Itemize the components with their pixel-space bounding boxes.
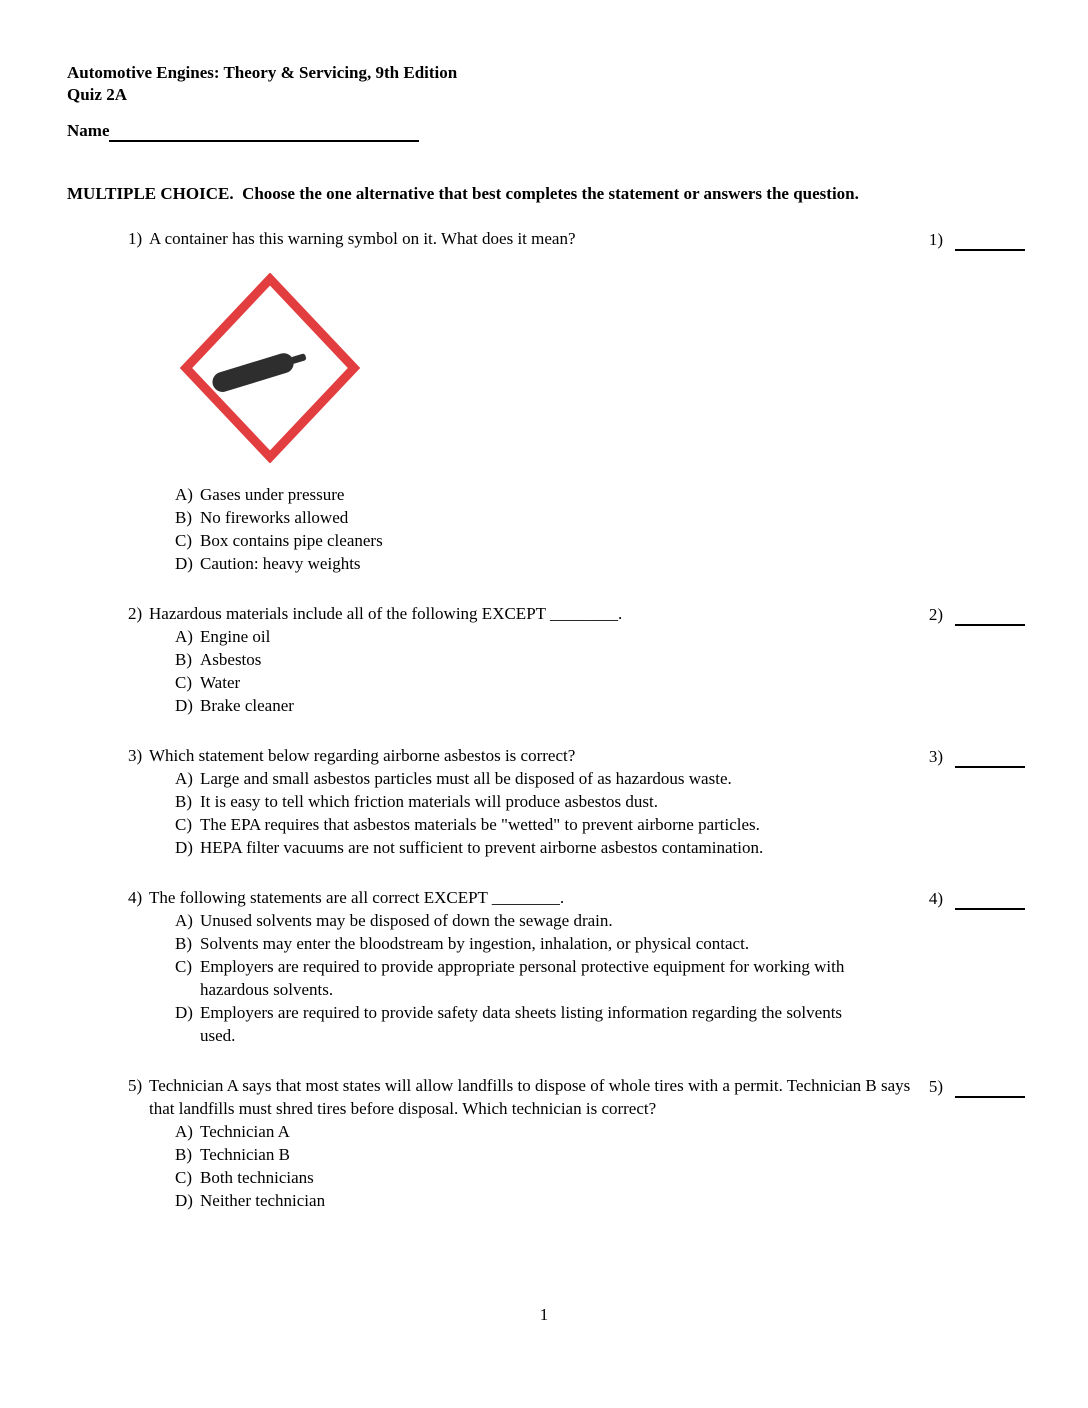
page-footer [0, 1303, 1088, 1326]
q4-option-d [175, 1001, 1025, 1047]
question-number: 4) [128, 888, 143, 907]
name-fill-line[interactable] [109, 121, 419, 142]
option-text: Water [200, 673, 241, 692]
option-label: D) [175, 696, 193, 715]
question-2-line [128, 602, 1025, 625]
question-5-options [175, 1120, 1025, 1212]
question-text: A container has this warning symbol on it. What does it mean? [149, 229, 576, 248]
name-label: Name [67, 121, 110, 140]
answer-fill-line[interactable] [955, 889, 1025, 910]
answer-number: 1) [928, 230, 943, 249]
option-text: Neither technician [200, 1191, 326, 1210]
option-text: Asbestos [200, 650, 262, 669]
q5-option-a [175, 1120, 1025, 1143]
question-3-line [128, 744, 1025, 767]
option-text: Box contains pipe cleaners [200, 531, 383, 550]
option-label: B) [175, 934, 192, 953]
option-text: Technician B [200, 1145, 290, 1164]
option-text: Technician A [200, 1122, 290, 1141]
question-number: 2) [128, 604, 143, 623]
q3-option-a [175, 767, 1025, 790]
question-2-options [175, 625, 1025, 717]
book-title: Automotive Engines: Theory & Servicing, 9th Edition [67, 63, 458, 82]
question-2 [128, 602, 1025, 717]
option-text: Gases under pressure [200, 485, 345, 504]
q2-option-b [175, 648, 1025, 671]
option-text: Both technicians [200, 1168, 314, 1187]
answer-number: 2) [928, 605, 943, 624]
document-header [67, 62, 457, 106]
option-label: B) [175, 508, 192, 527]
q4-option-c [175, 955, 1025, 1001]
question-1-options [175, 483, 1025, 575]
option-text: No fireworks allowed [200, 508, 349, 527]
q4-option-b [175, 932, 1025, 955]
q1-option-a [175, 483, 1025, 506]
question-text: Which statement below regarding airborne asbestos is correct? [149, 746, 576, 765]
q2-option-d [175, 694, 1025, 717]
answer-number: 5) [928, 1077, 943, 1096]
question-1 [128, 227, 1025, 575]
question-3-options [175, 767, 1025, 859]
name-row [67, 120, 419, 142]
option-label: B) [175, 792, 192, 811]
option-text: HEPA filter vacuums are not sufficient to prevent airborne asbestos contamination. [200, 838, 764, 857]
q4-answer-blank[interactable] [929, 887, 1025, 910]
question-5-line [128, 1074, 1025, 1120]
q3-option-b [175, 790, 1025, 813]
answer-fill-line[interactable] [955, 747, 1025, 768]
q2-answer-blank[interactable] [929, 603, 1025, 626]
questions-list [128, 227, 1025, 1239]
instructions-heading: MULTIPLE CHOICE. Choose the one alternative that best completes the statement or answers the question. [67, 184, 859, 203]
q1-option-d [175, 552, 1025, 575]
option-label: D) [175, 554, 193, 573]
question-number: 3) [128, 746, 143, 765]
question-number: 1) [128, 229, 143, 248]
q5-option-d [175, 1189, 1025, 1212]
option-label: D) [175, 838, 193, 857]
q2-option-a [175, 625, 1025, 648]
option-text: The EPA requires that asbestos materials be "wetted" to prevent airborne particles. [200, 815, 760, 834]
option-text: Employers are required to provide safety data sheets listing information regarding the solvents used. [200, 1003, 843, 1045]
option-text: Solvents may enter the bloodstream by ingestion, inhalation, or physical contact. [200, 934, 750, 953]
q1-option-c [175, 529, 1025, 552]
q1-answer-blank[interactable] [929, 228, 1025, 251]
option-label: D) [175, 1191, 193, 1210]
q2-option-c [175, 671, 1025, 694]
question-4-line [128, 886, 1025, 909]
question-3 [128, 744, 1025, 859]
question-text: The following statements are all correct EXCEPT ________. [149, 888, 565, 907]
q4-option-a [175, 909, 1025, 932]
option-text: Brake cleaner [200, 696, 294, 715]
option-label: C) [175, 673, 192, 692]
option-label: A) [175, 627, 193, 646]
q1-option-b [175, 506, 1025, 529]
answer-fill-line[interactable] [955, 230, 1025, 251]
q3-answer-blank[interactable] [929, 745, 1025, 768]
answer-fill-line[interactable] [955, 1077, 1025, 1098]
option-text: Engine oil [200, 627, 271, 646]
page-number: 1 [539, 1305, 549, 1324]
question-text: Technician A says that most states will allow landfills to dispose of whole tires with a permit. Technician B says that landfills must shred tires before disposal. Which technician is correct? [149, 1076, 911, 1118]
answer-fill-line[interactable] [955, 605, 1025, 626]
option-label: D) [175, 1003, 193, 1022]
option-text: Large and small asbestos particles must all be disposed of as hazardous waste. [200, 769, 732, 788]
question-4-options [175, 909, 1025, 1047]
answer-number: 4) [928, 889, 943, 908]
question-text: Hazardous materials include all of the following EXCEPT ________. [149, 604, 623, 623]
question-number: 5) [128, 1076, 143, 1095]
option-label: C) [175, 957, 192, 976]
option-text: Caution: heavy weights [200, 554, 361, 573]
option-label: B) [175, 650, 192, 669]
q5-answer-blank[interactable] [929, 1075, 1025, 1098]
q5-option-b [175, 1143, 1025, 1166]
q5-option-c [175, 1166, 1025, 1189]
option-label: A) [175, 911, 193, 930]
option-label: C) [175, 815, 192, 834]
q3-option-c [175, 813, 1025, 836]
answer-number: 3) [928, 747, 943, 766]
option-label: C) [175, 1168, 192, 1187]
option-label: C) [175, 531, 192, 550]
option-label: A) [175, 1122, 193, 1141]
question-4 [128, 886, 1025, 1047]
q3-option-d [175, 836, 1025, 859]
question-5 [128, 1074, 1025, 1212]
option-text: Unused solvents may be disposed of down the sewage drain. [200, 911, 613, 930]
quiz-title: Quiz 2A [67, 85, 127, 104]
ghs-gases-under-pressure-pictogram [180, 273, 360, 463]
option-label: A) [175, 769, 193, 788]
option-text: It is easy to tell which friction materials will produce asbestos dust. [200, 792, 658, 811]
question-1-line [128, 227, 1025, 250]
option-text: Employers are required to provide appropriate personal protective equipment for working with hazardous solvents. [200, 957, 845, 999]
option-label: A) [175, 485, 193, 504]
option-label: B) [175, 1145, 192, 1164]
